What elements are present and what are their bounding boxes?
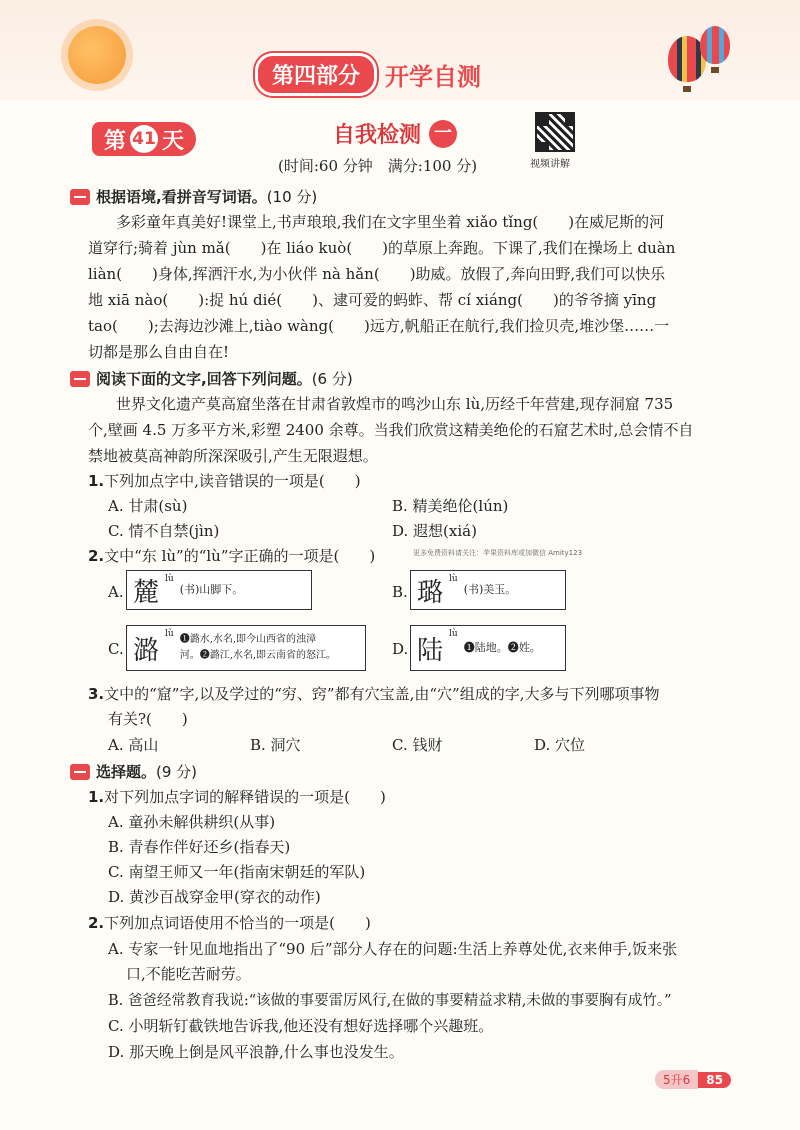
s3-q1 — [88, 786, 386, 807]
dict-pinyin: lù — [165, 574, 174, 584]
s2-passage-2: 个,壁画 4.5 万多平方米,彩塑 2400 余尊。当我们欣赏这精美绝伦的石窟艺术时,总会情不自 — [88, 421, 694, 439]
s1-line-6: 切都是那么自由自在! — [88, 343, 230, 361]
dict-option-label: D. — [392, 640, 409, 658]
day-prefix: 第 — [104, 128, 127, 154]
dict-option-label: B. — [392, 583, 408, 601]
balloon-basket-icon — [711, 67, 719, 73]
s3-q1-option-a: A. 童孙未解供耕织(从事) — [108, 813, 276, 831]
s2-q3-line-2: 有关?( ) — [108, 710, 188, 728]
dict-option-label: A. — [108, 583, 124, 601]
question-number: 2. — [88, 547, 105, 565]
question-number: 3. — [88, 685, 105, 703]
dict-pinyin: lù — [165, 629, 174, 639]
qr-code-icon[interactable] — [535, 112, 575, 152]
section-3-header — [70, 761, 197, 782]
s3-q2-option-d: D. 那天晚上倒是风平浪静,什么事也没发生。 — [108, 1043, 404, 1061]
section-1-title: 根据语境,看拼音写词语。 — [96, 188, 267, 206]
question-text: 下列加点词语使用不恰当的一项是( ) — [104, 914, 371, 932]
dict-definition: ❶陆地。❷姓。 — [463, 641, 541, 654]
s2-q2 — [88, 545, 375, 566]
part-banner — [255, 55, 481, 93]
s1-line-2: 道穿行;骑着 jùn mǎ( )在 liáo kuò( )的草原上奔跑。下课了,我们在操场上 duàn — [88, 239, 676, 257]
s2-q3-option-a: A. 高山 — [108, 736, 159, 754]
dict-pinyin: lù — [449, 629, 458, 639]
question-number: 1. — [88, 788, 105, 806]
question-number: 1. — [88, 472, 105, 490]
balloon-icon — [700, 26, 730, 64]
s2-passage-3: 禁地被莫高神韵所深深吸引,产生无限遐想。 — [88, 447, 378, 465]
dict-char: 麓 — [133, 577, 160, 608]
day-suffix: 天 — [162, 128, 185, 154]
s3-q1-option-d: D. 黄沙百战穿金甲(穿衣的动作) — [108, 888, 321, 906]
s2-q3-option-d: D. 穴位 — [534, 736, 586, 754]
time-info: (时间:60 分钟 满分:100 分) — [278, 157, 478, 175]
section-3-score: (9 分) — [156, 763, 198, 781]
day-badge — [92, 122, 196, 156]
s2-passage-1: 世界文化遗产莫高窟坐落在甘肃省敦煌市的鸣沙山东 lù,历经千年营建,现存洞窟 735 — [116, 395, 674, 413]
s2-q3-option-c: C. 钱财 — [392, 736, 443, 754]
day-number: 41 — [130, 125, 158, 153]
s1-line-3: liàn( )身体,挥洒汗水,为小伙伴 nà hǎn( )助威。放假了,奔向田野,我们可以快乐 — [88, 265, 666, 283]
s2-q1-option-d: D. 遐想(xiá) — [392, 522, 477, 540]
question-text: 文中的“窟”字,以及学过的“穷、窍”都有穴宝盖,由“穴”组成的字,大多与下列哪项事物 — [104, 685, 660, 703]
s3-q2 — [88, 912, 371, 933]
dict-option-label: C. — [108, 640, 124, 658]
dict-definition: (书)美玉。 — [463, 583, 517, 596]
dict-char: 潞 — [133, 635, 160, 666]
section-number-icon — [70, 764, 90, 780]
question-text: 文中“东 lù”的“lù”字正确的一项是( ) — [104, 547, 376, 565]
test-title-text: 自我检测 — [333, 123, 422, 148]
question-text: 对下列加点字词的解释错误的一项是( ) — [104, 788, 386, 806]
dict-char: 陆 — [417, 635, 444, 666]
section-2-score: (6 分) — [311, 370, 353, 388]
s2-q1-option-c: C. 情不自禁(jìn) — [108, 522, 220, 540]
page-number — [655, 1070, 731, 1089]
dict-char: 璐 — [417, 577, 444, 608]
s3-q2-option-a: A. 专家一针见血地指出了“90 后”部分人存在的问题:生活上养尊处优,衣来伸手,饭来张 — [108, 940, 678, 958]
dict-entry-a — [126, 570, 312, 610]
balloon-basket-icon — [683, 86, 691, 92]
part-title: 开学自测 — [385, 62, 482, 91]
s3-q1-option-c: C. 南望王师又一年(指南宋朝廷的军队) — [108, 863, 366, 881]
s3-q2-option-a-cont: 口,不能吃苦耐劳。 — [126, 965, 251, 983]
s2-q1 — [88, 470, 361, 491]
dict-pinyin: lù — [449, 574, 458, 584]
section-3-title: 选择题。 — [96, 763, 157, 781]
s1-line-5: tao( );去海边沙滩上,tiào wàng( )远方,帆船正在航行,我们捡贝壳,堆沙堡……一 — [88, 317, 670, 335]
section-2-header — [70, 368, 353, 389]
dict-def-line-1: ❶潞水,水名,即今山西省的浊漳 — [179, 634, 317, 645]
part-label: 第四部分 — [255, 53, 377, 96]
s3-q2-option-b: B. 爸爸经常教育我说:“该做的事要雷厉风行,在做的事要精益求精,未做的事要胸有成竹。” — [108, 993, 672, 1009]
grade-tag: 5升6 — [655, 1070, 698, 1089]
question-number: 2. — [88, 914, 105, 932]
s2-q1-option-b: B. 精美绝伦(lún) — [392, 497, 509, 515]
test-title — [333, 118, 457, 149]
s2-q1-option-a: A. 甘肃(sù) — [108, 497, 188, 515]
watermark-note: 更多免费资料请关注：苹果资料库或加微信 Amity123 — [413, 549, 583, 557]
s2-q3 — [88, 683, 659, 704]
question-text: 下列加点字中,读音错误的一项是( ) — [104, 472, 361, 490]
page-tag: 85 — [698, 1072, 731, 1088]
test-number: 一 — [429, 120, 457, 148]
dict-entry-c — [126, 625, 366, 671]
dict-def-line-2: 河。❷潞江,水名,即云南省的怒江。 — [179, 650, 337, 661]
section-1-header — [70, 186, 317, 207]
qr-label: 视频讲解 — [530, 159, 570, 170]
section-number-icon — [70, 189, 90, 205]
dict-entry-b — [410, 570, 566, 610]
sun-icon — [68, 26, 126, 84]
s2-q3-option-b: B. 洞穴 — [250, 736, 301, 754]
dict-definition: (书)山脚下。 — [179, 583, 244, 596]
section-2-title: 阅读下面的文字,回答下列问题。 — [96, 370, 312, 388]
dict-definition — [180, 632, 336, 664]
s3-q2-option-c: C. 小明斩钉截铁地告诉我,他还没有想好选择哪个兴趣班。 — [108, 1017, 494, 1035]
s3-q1-option-b: B. 青春作伴好还乡(指春天) — [108, 838, 291, 856]
s1-line-4: 地 xiā nào( ):捉 hú dié( )、逮可爱的蚂蚱、帮 cí xiáng( )的爷爷摘 yīng — [88, 291, 657, 309]
section-number-icon — [70, 371, 90, 387]
dict-entry-d — [410, 625, 566, 671]
s1-line-1: 多彩童年真美好!课堂上,书声琅琅,我们在文字里坐着 xiǎo tǐng( )在威尼斯的河 — [116, 213, 665, 231]
section-1-score: (10 分) — [266, 188, 318, 206]
